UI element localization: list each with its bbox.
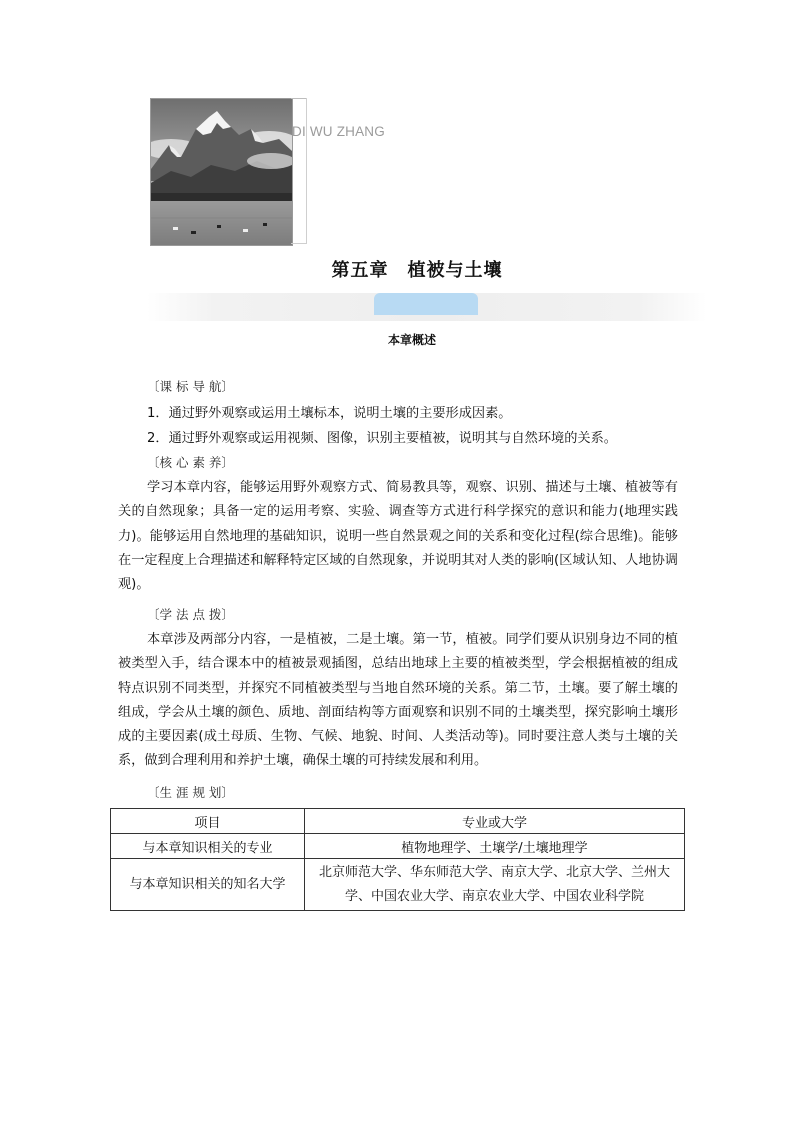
table-header-cell: 项目 bbox=[111, 809, 305, 834]
method-paragraph: 本章涉及两部分内容，一是植被，二是土壤。第一节，植被。同学们要从识别身边不同的植被类型入手，结合课本中的植被景观插图，总结出地球上主要的植被类型，学会根据植被的组成特点识别不同类型，并探究不同植被类型与当地自然环境的关系。第二节，土壤。要了解土壤的组成，学会从土壤的颜色、质地、剖面结构等方面观察和识别不同的土壤类型，探究影响土壤形成的主要因素(成土母质、生物、气候、地貌、时间、人类活动等)。同时要注意人类与土壤的关系，做到合理利用和养护土壤，确保土壤的可持续发展和利用。 bbox=[118, 632, 678, 769]
table-header-row bbox=[111, 809, 685, 834]
chapter-pinyin-label: DI WU ZHANG bbox=[292, 124, 385, 139]
table-header-cell: 专业或大学 bbox=[305, 809, 685, 834]
chapter-title: 第五章 植被与土壤 bbox=[331, 260, 503, 281]
chapter-cover-photo bbox=[150, 98, 293, 246]
frame-line bbox=[291, 243, 307, 244]
table-cell: 与本章知识相关的知名大学 bbox=[111, 859, 305, 911]
table-cell: 与本章知识相关的专业 bbox=[111, 834, 305, 859]
table-cell: 植物地理学、土壤学/土壤地理学 bbox=[305, 834, 685, 859]
table-row bbox=[111, 859, 685, 911]
method-heading: 〔学 法 点 拨〕 bbox=[147, 607, 234, 622]
mountain-landscape-image bbox=[151, 99, 292, 245]
literacy-paragraph: 学习本章内容，能够运用野外观察方式、简易教具等，观察、识别、描述与土壤、植被等有关的自然现象；具备一定的运用考察、实验、调查等方式进行科学探究的意识和能力(地理实践力)。能够运用自然地理的基础知识，说明一些自然景观之间的关系和变化过程(综合思维)。能够在一定程度上合理描述和解释特定区域的自然现象，并说明其对人类的影响(区域认知、人地协调观)。 bbox=[118, 480, 678, 593]
career-heading: 〔生 涯 规 划〕 bbox=[147, 785, 234, 800]
curriculum-heading: 〔课 标 导 航〕 bbox=[147, 379, 234, 394]
career-table bbox=[110, 808, 685, 911]
literacy-heading: 〔核 心 素 养〕 bbox=[147, 455, 234, 470]
table-row bbox=[111, 834, 685, 859]
frame-line bbox=[306, 98, 307, 244]
curriculum-item: 2．通过野外观察或运用视频、图像，识别主要植被，说明其与自然环境的关系。 bbox=[147, 431, 617, 446]
table-cell: 北京师范大学、华东师范大学、南京大学、北京大学、兰州大学、中国农业大学、南京农业大学、中国农业科学院 bbox=[305, 859, 685, 911]
curriculum-item: 1．通过野外观察或运用土壤标本，说明土壤的主要形成因素。 bbox=[147, 406, 512, 421]
section-banner-tab bbox=[374, 293, 478, 315]
chapter-overview-label: 本章概述 bbox=[387, 333, 436, 347]
frame-line bbox=[291, 98, 307, 99]
